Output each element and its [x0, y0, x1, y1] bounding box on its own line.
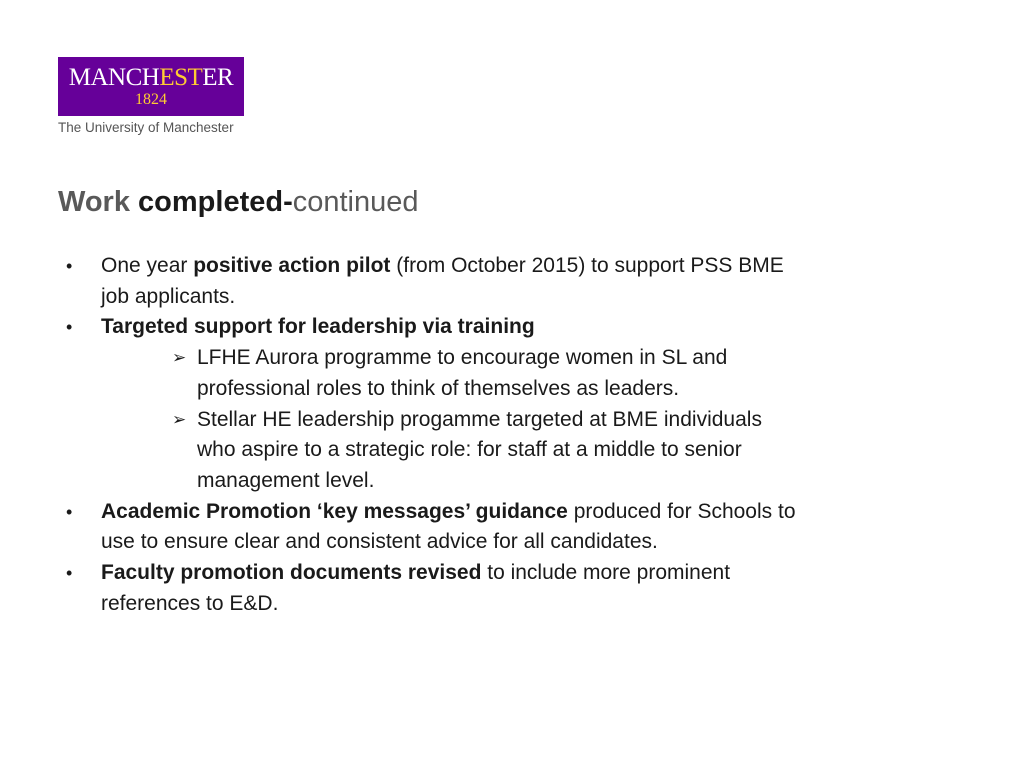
bullet-text: produced for Schools to use to ensure clear and consistent advice for all candidates. [101, 499, 796, 554]
logo-subtitle: The University of Manchester [58, 120, 234, 135]
logo-word-part: MANCH [68, 64, 160, 91]
title-part-bold: completed- [138, 186, 293, 218]
logo-year: 1824 [135, 91, 167, 108]
bullet-item-3 [66, 497, 796, 558]
arrow-bullet-icon: ➢ [172, 409, 187, 429]
sub-item-text: Stellar HE leadership progamme targeted at BME individuals who aspire to a strategic role: for staff at a middle to senior management level. [197, 407, 762, 492]
university-logo [58, 57, 244, 116]
bullet-icon: • [66, 256, 73, 276]
logo-word-accent: EST [159, 64, 203, 91]
title-part-light: continued [292, 186, 419, 218]
bullet-icon: • [66, 563, 73, 584]
sub-item-text: LFHE Aurora programme to encourage women in SL and professional roles to think of themselves as leaders. [197, 346, 728, 400]
bullet-text: to include more prominent references to E&D. [101, 561, 731, 615]
sub-item-2 [66, 405, 796, 497]
bullet-text: One year [101, 254, 194, 277]
bullet-bold-text: positive action pilot [193, 254, 391, 277]
bullet-icon: • [66, 501, 73, 522]
sub-item-1 [66, 343, 796, 404]
arrow-bullet-icon: ➢ [172, 348, 187, 368]
bullet-item-2 [66, 312, 796, 343]
bullet-text: (from October 2015) to support PSS BME job applicants. [101, 254, 784, 308]
logo-wordmark [58, 65, 244, 91]
title-part: Work [58, 186, 139, 218]
bullet-bold-text: Targeted support for leadership via training [101, 315, 535, 339]
bullet-item-1 [66, 251, 796, 312]
slide-body [66, 251, 796, 619]
bullet-item-4 [66, 558, 796, 619]
bullet-bold-text: Academic Promotion ‘key messages’ guidance [101, 499, 568, 523]
slide-title [58, 184, 419, 220]
bullet-icon: • [66, 317, 73, 338]
logo-word-part: ER [202, 64, 234, 91]
bullet-bold-text: Faculty promotion documents revised [101, 561, 482, 585]
